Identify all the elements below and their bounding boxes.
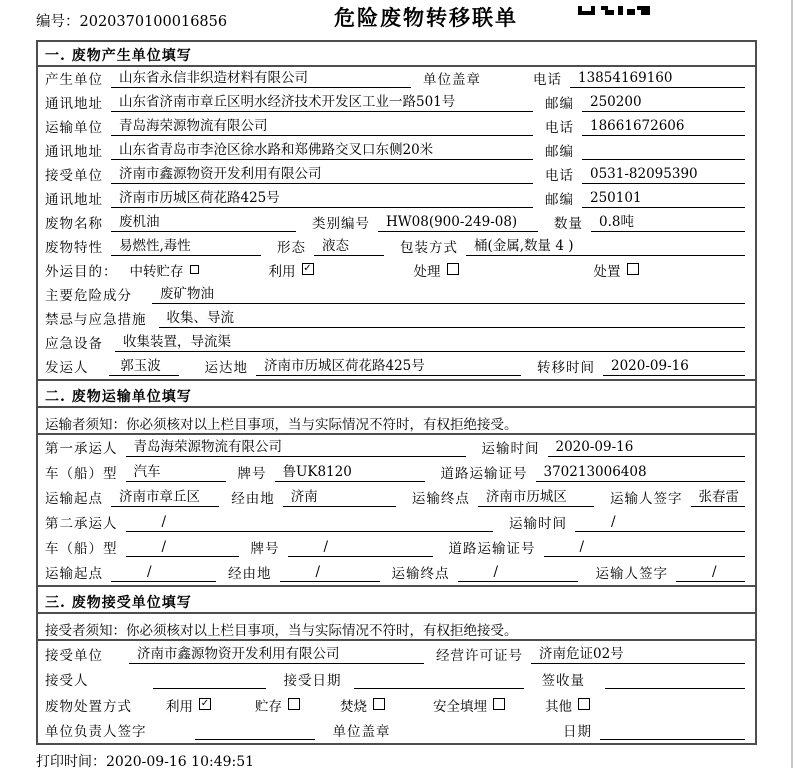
recipient-label: 接受人 [45,673,89,689]
plate2-label: 牌号 [250,541,280,557]
category-label: 类别编号 [312,216,370,232]
form-label: 形态 [277,240,306,256]
disposal-option-incineration [340,695,385,715]
time1-label: 运输时间 [481,441,540,457]
transporter-addr-value: 山东省青岛市李沧区徐水路和郑佛路交叉口东侧20米 [111,142,533,160]
permit-value: 济南危证02号 [531,646,745,664]
purpose-option-reuse-label: 利用 [268,264,296,280]
purpose-option-transit-storage [130,260,199,280]
chief-sign-label: 单位负责人签字 [45,724,147,740]
unit-seal-label: 单位盖章 [332,724,391,740]
accept-date-label: 接受日期 [283,673,342,689]
end1-label: 运输终点 [411,491,470,507]
second-route-row [38,560,755,585]
sign2-value: / [676,564,745,582]
license1-value: 370213006408 [536,464,746,482]
second-carrier-row [38,510,755,535]
producer-zip-value: 250200 [582,94,745,112]
receiver-addr-label: 通讯地址 [45,192,103,208]
sign1-label: 运输人签字 [610,491,683,507]
disposal-option-incineration-label: 焚烧 [340,698,367,715]
receiver-value: 济南市鑫源物资开发利用有限公司 [111,166,533,184]
receiver-address-row [38,187,755,211]
accept-unit-row [38,641,755,667]
disposal-option-landfill-label: 安全填埋 [433,698,487,715]
section2-title: 二. 废物运输单位填写 [38,379,755,408]
producer-phone-value: 13854169160 [570,70,745,88]
qty-value: 0.8吨 [591,214,745,232]
recipient-value [153,671,266,689]
permit-label: 经营许可证号 [436,647,523,664]
waste-name-value: 废机油 [111,214,296,232]
disposal-label: 废物处置方式 [45,698,132,715]
section2-notice: 运输者须知：你必须核对以上栏目事项，当与实际情况不符时，有权拒绝接受。 [38,408,755,435]
origin1-label: 运输起点 [45,491,103,507]
hazard-label: 主要危险成分 [45,288,132,304]
purpose-option-reuse-checkbox: ✓ [303,263,312,274]
receiver-phone-label: 电话 [545,168,574,184]
disposal-option-other [545,695,590,715]
chief-sign-value [195,722,315,740]
waste-name-row [38,211,755,235]
transporter-phone-label: 电话 [545,120,574,136]
transporter-value: 青岛海荣源物流有限公司 [111,118,533,136]
purpose-option-transit-storage-checkbox [190,265,199,274]
transfer-purpose-row [38,259,755,283]
pack-label: 包装方式 [400,240,458,256]
producer-row [38,67,755,91]
accept-date-value [354,671,524,689]
via2-label: 经由地 [228,566,272,582]
time1-value: 2020-09-16 [548,439,746,457]
waste-trait-row [38,235,755,259]
section3-notice: 接受者须知：你必须核对以上栏目事项，当与实际情况不符时，有权拒绝接受。 [38,614,755,641]
consignor-value: 郭玉波 [109,358,179,376]
vehicle1-label: 车（船）型 [45,466,118,482]
serial-number-line [36,10,227,31]
license1-label: 道路运输证号 [440,466,528,482]
end2-label: 运输终点 [391,566,450,582]
via1-label: 经由地 [231,491,275,507]
page-title: 危险废物转移联单 [334,5,518,30]
purpose-option-disposal-checkbox [627,263,639,275]
receiver-row [38,163,755,187]
receiver-phone-value: 0531-82095390 [582,166,745,184]
transporter-address-row [38,139,755,163]
receiver-zip-value: 250101 [582,190,745,208]
print-time-label: 打印时间： [36,754,106,770]
transporter-phone-value: 18661672606 [582,118,745,136]
via1-value: 济南 [283,489,396,507]
second-vehicle-row [38,535,755,560]
carrier2-value: / [126,514,494,532]
disposal-option-other-checkbox [578,698,590,710]
plate2-value: / [288,539,433,557]
serial-value: 2020370100016856 [79,14,228,30]
origin1-value: 济南市章丘区 [111,489,219,507]
hazard-value: 废矿物油 [152,286,745,304]
transporter-addr-label: 通讯地址 [45,144,103,160]
taboo-label: 禁忌与应急措施 [45,312,147,328]
purpose-option-reuse [269,260,314,280]
print-time-value: 2020-09-16 10:49:51 [106,754,255,770]
disposal-option-storage [255,695,300,715]
recipient-row [38,667,755,693]
plate1-label: 牌号 [237,466,267,482]
vehicle2-label: 车（船）型 [45,541,118,557]
transporter-zip-value [582,142,745,160]
consignor-row [38,355,755,379]
producer-phone-field [533,68,745,88]
section3-title: 三. 废物接受单位填写 [38,585,755,614]
transporter-label: 运输单位 [45,120,103,136]
receiver-zip-field [533,188,745,208]
transfer-date-label: 转移时间 [537,360,595,376]
trait-value: 易燃性,毒性 [111,238,261,256]
end2-value: / [458,564,578,582]
disposal-option-incineration-checkbox [373,698,385,710]
scan-page-edge [791,0,793,768]
carrier2-label: 第二承运人 [45,516,118,532]
purpose-option-transit-storage-label: 中转贮存 [129,264,184,280]
disposal-option-storage-checkbox [288,698,300,710]
producer-addr-label: 通讯地址 [45,96,103,112]
first-route-row [38,485,755,510]
receiver-label: 接受单位 [45,168,103,184]
purpose-label: 外运目的： [45,264,118,280]
producer-phone-label: 电话 [533,72,562,88]
first-vehicle-row [38,460,755,485]
purpose-option-treatment-checkbox [447,263,459,275]
section2-body [38,435,755,585]
section1-title: 一. 废物产生单位填写 [38,42,755,67]
disposal-option-reuse [166,695,211,715]
origin2-label: 运输起点 [45,566,103,582]
receiver-phone-field [533,164,745,184]
equip-value: 收集装置，导流渠 [115,334,745,352]
transporter-zip-field [533,140,745,160]
sign1-value: 张春雷 [691,489,746,507]
producer-value: 山东省永信非织造材料有限公司 [111,70,411,88]
dest-value: 济南市历城区荷花路425号 [256,358,521,376]
via2-value: / [280,564,380,582]
producer-address-row [38,91,755,115]
producer-zip-field [533,92,745,112]
producer-seal-label: 单位盖章 [423,72,481,88]
carrier1-label: 第一承运人 [45,441,118,457]
seal-date-label: 日期 [563,724,592,740]
form-value: 液态 [314,238,384,256]
category-value: HW08(900-249-08) [378,214,538,232]
first-carrier-row [38,435,755,460]
transporter-zip-label: 邮编 [545,144,574,160]
disposal-option-reuse-label: 利用 [166,698,193,715]
vehicle1-value: 汽车 [126,464,226,482]
producer-zip-label: 邮编 [545,96,574,112]
license2-label: 道路运输证号 [448,541,536,557]
manifest-form [36,40,757,745]
consignor-label: 发运人 [45,360,89,376]
origin2-value: / [111,564,216,582]
purpose-option-treatment [414,260,459,280]
serial-label: 编号： [36,14,80,30]
disposal-option-landfill [433,695,505,715]
equip-label: 应急设备 [45,336,103,352]
qty-label: 数量 [554,216,583,232]
carrier1-value: 青岛海荣源物流有限公司 [126,439,466,457]
taboo-value: 收集、导流 [159,310,746,328]
purpose-option-treatment-label: 处理 [413,264,441,280]
dest-label: 运达地 [204,360,248,376]
taboo-measures-row [38,307,755,331]
receiver-addr-value: 济南市历城区荷花路425号 [111,190,533,208]
section1-body [38,67,755,379]
section3-body [38,641,755,743]
sign2-label: 运输人签字 [595,566,668,582]
disposal-option-reuse-checkbox: ✓ [200,697,210,709]
transporter-row [38,115,755,139]
plate1-value: 鲁UK8120 [275,464,425,482]
disposal-method-row [38,692,755,718]
print-time-line [36,751,254,771]
time2-label: 运输时间 [509,516,567,532]
waste-name-label: 废物名称 [45,216,103,232]
disposal-option-other-label: 其他 [545,698,572,715]
receiver-zip-label: 邮编 [545,192,574,208]
qr-code-icon [578,0,650,19]
trait-label: 废物特性 [45,240,103,256]
accept-unit-value: 济南市鑫源物资开发利用有限公司 [129,646,424,664]
purpose-option-disposal [594,260,639,280]
seal-date-value [600,722,745,740]
vehicle2-value: / [126,539,239,557]
transporter-phone-field [533,116,745,136]
disposal-option-storage-label: 贮存 [255,698,282,715]
chief-signature-row [38,718,755,744]
time2-value: / [575,514,745,532]
amount-label: 签收量 [541,673,585,689]
license2-value: / [544,539,746,557]
emergency-equipment-row [38,331,755,355]
end1-value: 济南市历城区 [478,489,594,507]
producer-addr-value: 山东省济南市章丘区明水经济技术开发区工业一路501号 [111,94,533,112]
pack-value: 桶(金属,数量 4 ) [466,238,745,256]
amount-value [605,671,745,689]
hazard-component-row [38,283,755,307]
transfer-date-value: 2020-09-16 [603,358,745,376]
producer-label: 产生单位 [45,72,103,88]
purpose-option-disposal-label: 处置 [593,264,621,280]
disposal-option-landfill-checkbox [493,698,505,710]
accept-unit-label: 接受单位 [45,647,103,664]
